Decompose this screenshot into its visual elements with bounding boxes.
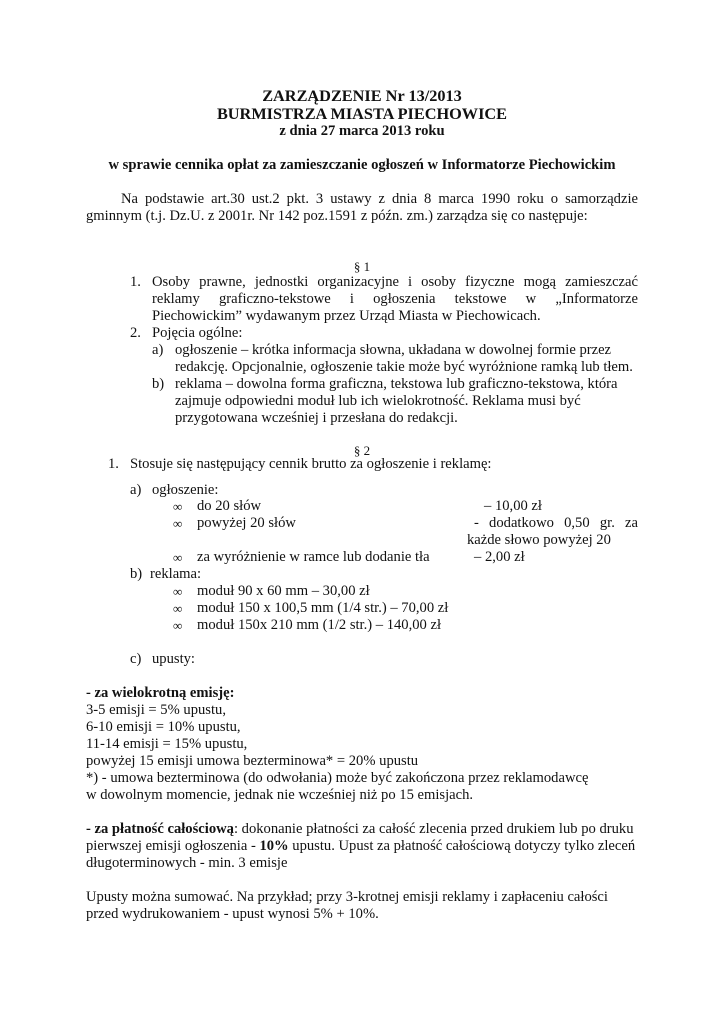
- s2-a-row3-label: za wyróżnienie w ramce lub dodanie tła: [197, 549, 430, 565]
- intro-line-1: Na podstawie art.30 ust.2 pkt. 3 ustawy z dnia 8 marca 1990 roku o samorządzie: [121, 191, 638, 207]
- full-payment-line1-text: : dokonanie płatności za całość zlecenia przed drukiem lub po druku: [233, 821, 634, 837]
- full-payment-line1: [86, 821, 634, 838]
- s2-a-row3-price: – 2,00 zł: [474, 549, 525, 565]
- s1-a-letter: a): [152, 342, 164, 358]
- section-2-heading: § 2: [353, 443, 371, 458]
- s2-a-row2-price-line2: każde słowo powyżej 20: [467, 532, 611, 548]
- s1-item2-label: Pojęcia ogólne:: [152, 325, 243, 341]
- full-payment-line2-post: upustu. Upust za płatność całościową dotyczy tylko zleceń: [288, 838, 636, 854]
- s1-b-line3: przygotowana wcześniej i przesłana do redakcji.: [175, 410, 458, 426]
- s2-b-label: reklama:: [150, 566, 202, 582]
- intro-line-2: gminnym (t.j. Dz.U. z 2001r. Nr 142 poz.1591 z późn. zm.) zarządza się co następuje:: [86, 208, 588, 224]
- multi-emission-line: w dowolnym momencie, jednak nie wcześniej niż po 15 emisjach.: [86, 787, 474, 803]
- full-payment-line3: długoterminowych - min. 3 emisje: [86, 855, 288, 871]
- s2-a-row1-label: do 20 słów: [197, 498, 262, 514]
- s1-b-letter: b): [152, 376, 165, 392]
- s2-b-row1: moduł 90 x 60 mm – 30,00 zł: [197, 583, 370, 599]
- s2-c-label: upusty:: [152, 651, 195, 667]
- s2-a-label: ogłoszenie:: [152, 482, 219, 498]
- doc-date: z dnia 27 marca 2013 roku: [279, 123, 445, 139]
- full-payment-line2: [86, 838, 635, 855]
- infinity-bullet-icon: ∞: [173, 550, 183, 565]
- s1-b-line2: zajmuje odpowiedni moduł lub ich wielokrotność. Reklama musi być: [175, 393, 581, 409]
- s1-item1-line3: Piechowickim” wydawanym przez Urząd Miasta w Piechowicach.: [152, 308, 541, 324]
- s2-b-letter: b): [130, 566, 143, 582]
- infinity-bullet-icon: ∞: [173, 584, 183, 599]
- section-1-heading: § 1: [353, 259, 371, 274]
- infinity-bullet-icon: ∞: [173, 516, 183, 531]
- infinity-bullet-icon: ∞: [173, 618, 183, 633]
- s1-item2-number: 2.: [130, 325, 141, 341]
- infinity-bullet-icon: ∞: [173, 499, 183, 514]
- doc-issuer: BURMISTRZA MIASTA PIECHOWICE: [216, 104, 508, 123]
- s1-item1-number: 1.: [130, 274, 141, 290]
- s1-item1-line1: Osoby prawne, jednostki organizacyjne i osoby fizyczne mogą zamieszczać: [152, 274, 638, 290]
- s1-a-line1: ogłoszenie – krótka informacja słowna, układana w dowolnej formie przez: [175, 342, 612, 358]
- s1-a-line2: redakcję. Opcjonalnie, ogłoszenie takie może być wyróżnione ramką lub tłem.: [175, 359, 633, 375]
- s2-a-letter: a): [130, 482, 142, 498]
- s1-b-line1: reklama – dowolna forma graficzna, tekstowa lub graficzno-tekstowa, która: [175, 376, 618, 392]
- multi-emission-line: 6-10 emisji = 10% upustu,: [86, 719, 241, 735]
- doc-subject: w sprawie cennika opłat za zamieszczanie ogłoszeń w Informatorze Piechowickim: [108, 157, 616, 173]
- full-payment-heading: - za płatność całościową: [86, 821, 234, 837]
- multi-emission-line: 11-14 emisji = 15% upustu,: [86, 736, 248, 752]
- doc-title: ZARZĄDZENIE Nr 13/2013: [262, 86, 462, 105]
- s2-b-row3: moduł 150x 210 mm (1/2 str.) – 140,00 zł: [197, 617, 442, 633]
- s2-a-row2-price-line1: - dodatkowo 0,50 gr. za: [474, 515, 638, 531]
- multi-emission-line: 3-5 emisji = 5% upustu,: [86, 702, 226, 718]
- full-payment-percent: 10%: [259, 838, 289, 854]
- full-payment-line2-pre: pierwszej emisji ogłoszenia -: [86, 838, 260, 854]
- multi-emission-line: powyżej 15 emisji umowa bezterminowa* = 20% upustu: [86, 753, 419, 769]
- s2-item1-number: 1.: [108, 456, 119, 472]
- s2-c-letter: c): [130, 651, 142, 667]
- s2-a-row1-price: – 10,00 zł: [484, 498, 542, 514]
- infinity-bullet-icon: ∞: [173, 601, 183, 616]
- s2-a-row2-label: powyżej 20 słów: [197, 515, 296, 531]
- s2-item1-text: Stosuje się następujący cennik brutto za ogłoszenie i reklamę:: [130, 456, 492, 472]
- multi-emission-heading: - za wielokrotną emisję:: [86, 685, 235, 701]
- summation-line1: Upusty można sumować. Na przykład; przy 3-krotnej emisji reklamy i zapłaceniu całości: [86, 889, 608, 905]
- summation-line2: przed wydrukowaniem - upust wynosi 5% + 10%.: [86, 906, 379, 922]
- s1-item1-line2: reklamy graficzno-tekstowe i ogłoszenia tekstowe w „Informatorze: [152, 291, 638, 307]
- multi-emission-line: *) - umowa bezterminowa (do odwołania) może być zakończona przez reklamodawcę: [86, 770, 589, 786]
- s2-b-row2: moduł 150 x 100,5 mm (1/4 str.) – 70,00 zł: [197, 600, 449, 616]
